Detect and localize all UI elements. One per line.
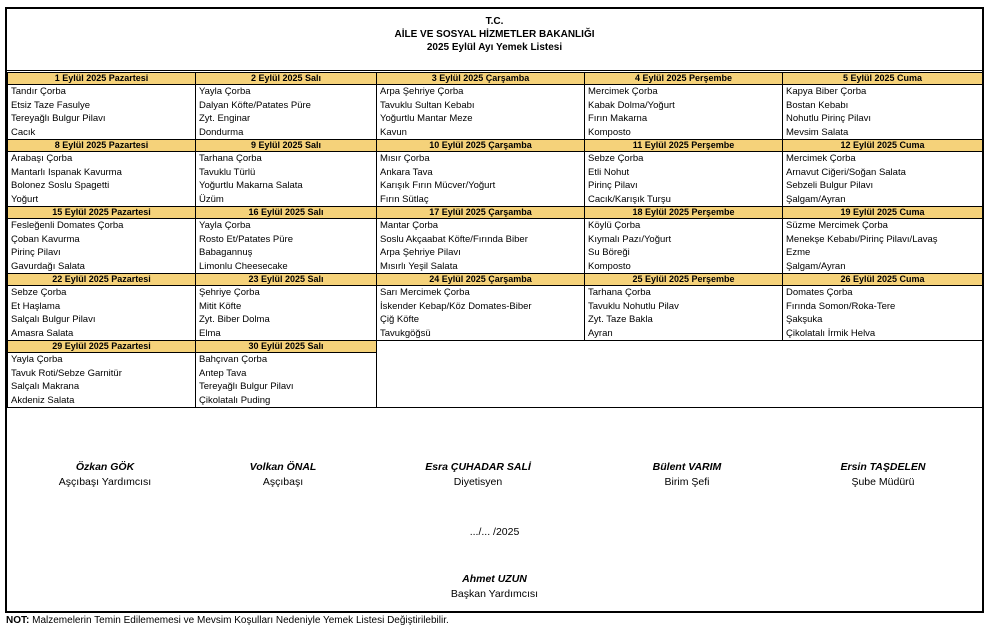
title-line-list: 2025 Eylül Ayı Yemek Listesi <box>426 42 563 53</box>
menu-item: Nohutlu Pirinç Pilavı <box>786 113 872 124</box>
menu-item: Menekşe Kebabı/Pirinç Pilavı/Lavaş <box>786 233 938 245</box>
signer-name: Özkan GÖK <box>75 461 135 473</box>
signature-2 <box>193 460 373 490</box>
day-date-header: 24 Eylül 2025 Çarşamba <box>377 274 585 286</box>
menu-item: Salçalı Makrana <box>11 381 80 392</box>
document-title <box>7 15 982 54</box>
footnote-text: Malzemelerin Temin Edilememesi ve Mevsim Koşulları Nedeniyle Yemek Listesi Değiştirilebilir. <box>29 615 449 626</box>
menu-item: Soslu Akçaabat Köfte/Fırında Biber <box>380 233 528 245</box>
day-menu-cell <box>377 152 585 207</box>
menu-item: Yoğurtlu Makarna Salata <box>199 180 303 191</box>
day-menu-cell <box>8 219 196 274</box>
day-menu-cell <box>196 85 377 140</box>
menu-item: Bolonez Soslu Spagetti <box>11 180 110 191</box>
menu-item: Bostan Kebabı <box>786 99 849 111</box>
menu-item: Tarhana Çorba <box>199 153 262 164</box>
menu-item: Kabak Dolma/Yoğurt <box>588 99 675 111</box>
week-food-row <box>8 152 983 207</box>
menu-item: Zyt. Enginar <box>199 113 251 124</box>
day-menu-cell <box>196 152 377 207</box>
menu-item: Arpa Şehriye Çorba <box>380 86 464 97</box>
title-line-tc: T.C. <box>485 16 504 27</box>
menu-item: Cacık <box>11 126 36 138</box>
menu-item: İskender Kebap/Köz Domates-Biber <box>380 300 532 312</box>
day-date-header: 26 Eylül 2025 Cuma <box>783 274 983 286</box>
day-menu-cell <box>783 286 983 341</box>
menu-item: Komposto <box>588 260 631 272</box>
menu-item: Mercimek Çorba <box>786 153 856 164</box>
day-date-header: 22 Eylül 2025 Pazartesi <box>8 274 196 286</box>
footnote-label: NOT: <box>6 615 30 626</box>
menu-item: Karışık Fırın Mücver/Yoğurt <box>380 180 496 191</box>
menu-item: Mantar Çorba <box>380 220 439 231</box>
day-menu-cell <box>585 219 783 274</box>
menu-item: Gavurdağı Salata <box>11 260 85 272</box>
menu-item: Limonlu Cheesecake <box>199 260 288 272</box>
menu-item: Bahçıvan Çorba <box>199 354 268 365</box>
day-menu-cell <box>8 286 196 341</box>
signer-role: Aşçıbaşı Yardımcısı <box>58 476 152 488</box>
day-menu-cell <box>196 286 377 341</box>
menu-item: Antep Tava <box>199 367 247 379</box>
day-menu-cell <box>783 85 983 140</box>
menu-item: Rosto Et/Patates Püre <box>199 233 293 245</box>
menu-item: Mısır Çorba <box>380 153 430 164</box>
menu-item: Arabaşı Çorba <box>11 153 73 164</box>
menu-item: Tereyağlı Bulgur Pilavı <box>199 381 294 392</box>
menu-item: Yayla Çorba <box>199 220 251 231</box>
day-date-header: 25 Eylül 2025 Perşembe <box>585 274 783 286</box>
day-date-header: 12 Eylül 2025 Cuma <box>783 140 983 152</box>
menu-item: Tarhana Çorba <box>588 287 651 298</box>
day-date-header: 17 Eylül 2025 Çarşamba <box>377 207 585 219</box>
menu-item: Şehriye Çorba <box>199 287 260 298</box>
menu-item: Tavukgöğsü <box>380 327 431 339</box>
menu-item: Arnavut Ciğeri/Soğan Salata <box>786 166 906 178</box>
approver-signature <box>7 572 982 602</box>
signer-role: Diyetisyen <box>453 476 503 488</box>
signature-3 <box>388 460 568 490</box>
menu-item: Köylü Çorba <box>588 220 641 231</box>
day-menu-cell <box>783 219 983 274</box>
menu-item: Sebzeli Bulgur Pilavı <box>786 180 874 191</box>
menu-item: Mısırlı Yeşil Salata <box>380 260 458 272</box>
menu-item: Sebze Çorba <box>588 153 644 164</box>
day-date-header: 8 Eylül 2025 Pazartesi <box>8 140 196 152</box>
menu-table <box>7 72 983 408</box>
menu-item: Komposto <box>588 126 631 138</box>
menu-item: Etsiz Taze Fasulye <box>11 99 91 111</box>
menu-item: Sarı Mercimek Çorba <box>380 287 470 298</box>
menu-item: Yoğurtlu Mantar Meze <box>380 113 473 124</box>
day-menu-cell <box>585 85 783 140</box>
menu-item: Çoban Kavurma <box>11 233 80 245</box>
week-header-row <box>8 140 983 152</box>
day-menu-cell <box>377 85 585 140</box>
menu-item: Fırında Somon/Roka-Tere <box>786 300 896 312</box>
menu-item: Sebze Çorba <box>11 287 67 298</box>
menu-item: Fırın Sütlaç <box>380 193 429 205</box>
menu-item: Tavuklu Nohutlu Pilav <box>588 300 679 312</box>
day-date-header: 4 Eylül 2025 Perşembe <box>585 73 783 85</box>
day-date-header: 19 Eylül 2025 Cuma <box>783 207 983 219</box>
menu-item: Fesleğenli Domates Çorba <box>11 220 124 231</box>
menu-item: Zyt. Biber Dolma <box>199 314 270 325</box>
signer-name: Bülent VARIM <box>652 461 722 473</box>
menu-item: Ezme <box>786 247 811 258</box>
menu-item: Mercimek Çorba <box>588 86 658 97</box>
day-date-header: 11 Eylül 2025 Perşembe <box>585 140 783 152</box>
week-food-row <box>8 85 983 140</box>
menu-item: Pirinç Pilavı <box>588 180 638 191</box>
day-date-header: 5 Eylül 2025 Cuma <box>783 73 983 85</box>
menu-item: Şalgam/Ayran <box>786 260 846 272</box>
day-date-header: 10 Eylül 2025 Çarşamba <box>377 140 585 152</box>
menu-item: Akdeniz Salata <box>11 394 75 406</box>
menu-item: Tereyağlı Bulgur Pilavı <box>11 113 106 124</box>
menu-item: Etli Nohut <box>588 166 630 178</box>
day-menu-cell <box>377 286 585 341</box>
menu-item: Mevsim Salata <box>786 126 849 138</box>
menu-item: Kapya Biber Çorba <box>786 86 867 97</box>
menu-item: Çikolatalı Puding <box>199 394 271 406</box>
menu-item: Üzüm <box>199 193 224 205</box>
week-food-row <box>8 286 983 341</box>
menu-item: Elma <box>199 327 221 339</box>
day-menu-cell <box>585 286 783 341</box>
week-food-row <box>8 219 983 274</box>
menu-item: Cacık/Karışık Turşu <box>588 193 671 205</box>
menu-item: Mitit Köfte <box>199 300 242 312</box>
menu-item: Şalgam/Ayran <box>786 193 846 205</box>
approver-role: Başkan Yardımcısı <box>450 588 539 600</box>
day-menu-cell <box>585 152 783 207</box>
menu-item: Babagannuş <box>199 247 253 258</box>
menu-item: Yayla Çorba <box>199 86 251 97</box>
signer-name: Ersin TAŞDELEN <box>840 461 926 473</box>
day-menu-cell <box>8 353 196 408</box>
menu-item: Kavun <box>380 126 407 138</box>
menu-item: Ankara Tava <box>380 166 433 178</box>
signature-4 <box>597 460 777 490</box>
day-date-header: 30 Eylül 2025 Salı <box>196 341 377 353</box>
footnote <box>6 614 449 628</box>
day-date-header: 15 Eylül 2025 Pazartesi <box>8 207 196 219</box>
week-header-row <box>8 207 983 219</box>
day-menu-cell <box>377 219 585 274</box>
day-menu-cell <box>196 219 377 274</box>
menu-item: Mantarlı Ispanak Kavurma <box>11 166 122 178</box>
menu-item: Şakşuka <box>786 314 823 325</box>
week-header-row <box>8 73 983 85</box>
header-divider <box>7 70 982 71</box>
menu-item: Tavuklu Sultan Kebabı <box>380 99 475 111</box>
menu-item: Su Böreği <box>588 247 630 258</box>
day-date-header: 29 Eylül 2025 Pazartesi <box>8 341 196 353</box>
menu-item: Tavuk Roti/Sebze Garnitür <box>11 367 122 379</box>
day-menu-cell <box>783 152 983 207</box>
menu-item: Tavuklu Türlü <box>199 166 256 178</box>
menu-item: Amasra Salata <box>11 327 74 339</box>
menu-item: Süzme Mercimek Çorba <box>786 220 888 231</box>
signer-name: Volkan ÖNAL <box>249 461 317 473</box>
signer-role: Birim Şefi <box>664 476 710 488</box>
menu-item: Tandır Çorba <box>11 86 66 97</box>
day-menu-cell <box>196 353 377 408</box>
menu-item: Salçalı Bulgur Pilavı <box>11 314 96 325</box>
menu-document <box>5 7 984 613</box>
day-menu-cell <box>8 85 196 140</box>
menu-item: Et Haşlama <box>11 300 61 312</box>
signer-role: Aşçıbaşı <box>262 476 304 488</box>
day-menu-cell <box>8 152 196 207</box>
menu-item: Dondurma <box>199 126 244 138</box>
empty-cell <box>377 341 983 408</box>
date-placeholder: .../... /2025 <box>469 526 520 538</box>
day-date-header: 16 Eylül 2025 Salı <box>196 207 377 219</box>
menu-item: Kıymalı Pazı/Yoğurt <box>588 233 672 245</box>
menu-item: Ayran <box>588 327 613 339</box>
title-line-ministry: AİLE VE SOSYAL HİZMETLER BAKANLIĞI <box>394 29 595 40</box>
week-header-row <box>8 274 983 286</box>
menu-item: Çiğ Köfte <box>380 314 420 325</box>
menu-item: Dalyan Köfte/Patates Püre <box>199 99 311 111</box>
day-date-header: 3 Eylül 2025 Çarşamba <box>377 73 585 85</box>
day-date-header: 9 Eylül 2025 Salı <box>196 140 377 152</box>
menu-item: Çikolatalı İrmik Helva <box>786 327 876 339</box>
menu-item: Arpa Şehriye Pilavı <box>380 247 461 258</box>
menu-item: Domates Çorba <box>786 287 853 298</box>
signer-name: Esra ÇUHADAR SALİ <box>425 461 531 473</box>
menu-item: Fırın Makarna <box>588 113 648 124</box>
menu-item: Pirinç Pilavı <box>11 247 61 258</box>
signature-block <box>7 460 982 500</box>
day-date-header: 23 Eylül 2025 Salı <box>196 274 377 286</box>
day-date-header: 2 Eylül 2025 Salı <box>196 73 377 85</box>
signer-role: Şube Müdürü <box>851 476 915 488</box>
signature-1 <box>15 460 195 490</box>
week-header-row <box>8 341 983 353</box>
day-date-header: 18 Eylül 2025 Perşembe <box>585 207 783 219</box>
menu-item: Zyt. Taze Bakla <box>588 314 653 325</box>
menu-item: Yayla Çorba <box>11 354 63 365</box>
signature-5 <box>793 460 973 490</box>
day-date-header: 1 Eylül 2025 Pazartesi <box>8 73 196 85</box>
approver-name: Ahmet UZUN <box>462 573 527 585</box>
menu-item: Yoğurt <box>11 193 39 205</box>
